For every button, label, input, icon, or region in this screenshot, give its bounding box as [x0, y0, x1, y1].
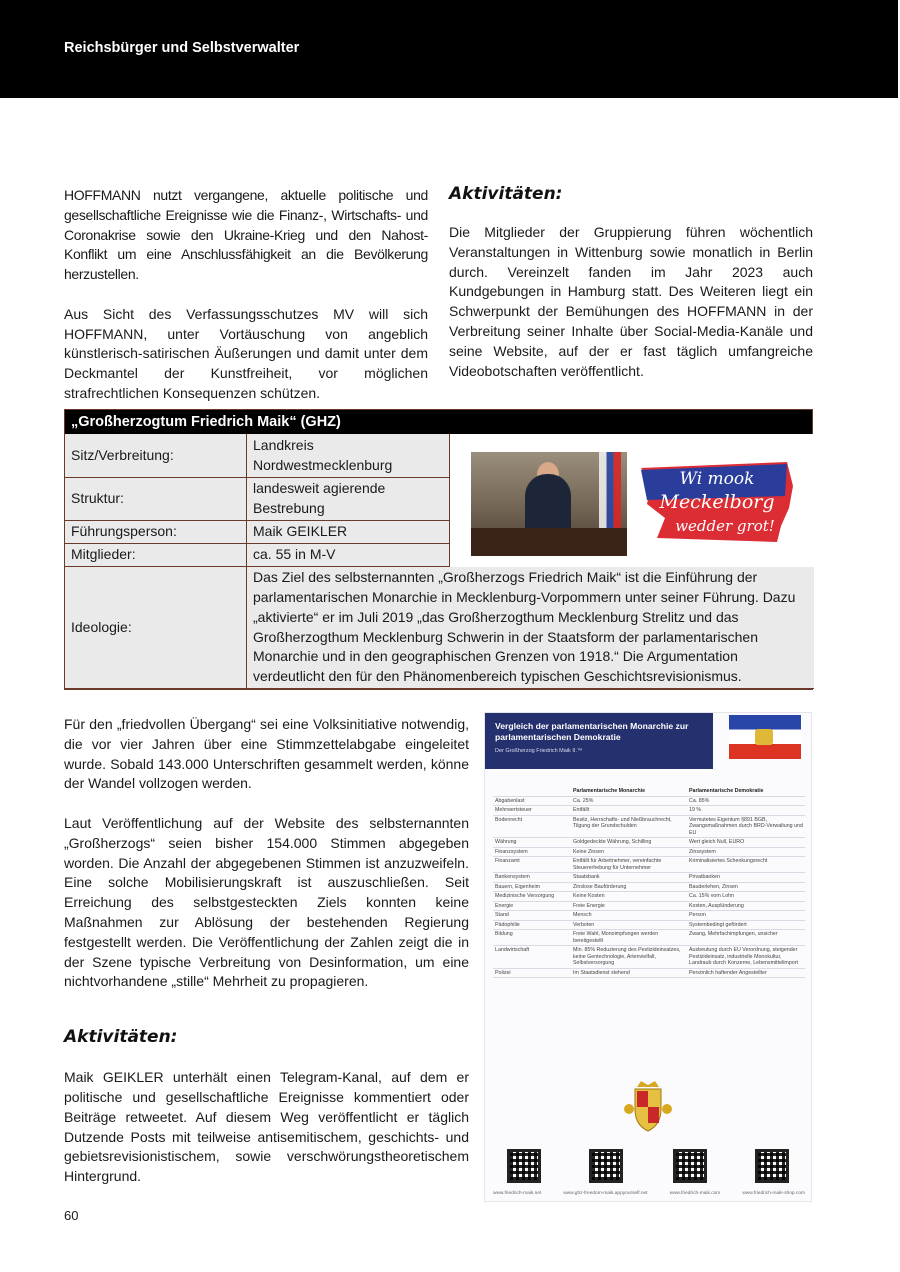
- table-row: Pädophilie Verboten Systembedingt gefördert: [493, 921, 805, 931]
- page-number: 60: [64, 1208, 79, 1223]
- table-body: [65, 434, 812, 689]
- section-heading: Aktivitäten:: [449, 184, 563, 204]
- paragraph: Maik GEIKLER unterhält einen Telegram-Kanal, auf dem er politische und gesellschaftliche Ereignisse kommentiert oder Beiträge retweetet. Auf diesem Weg veröffentlicht er täglich Dutzende Posts mit teilweise antisemitischem, geschichts- und gebietsrevisionistischem, sowie verschwörungstheoretischem Hintergrund.: [64, 1069, 469, 1185]
- column-header: Parlamentarische Monarchie: [573, 788, 646, 794]
- label-cell: Ideologie:: [65, 567, 247, 689]
- qr-code-icon: [507, 1149, 541, 1183]
- left-bottom-column: [64, 715, 469, 1187]
- table-row: Währung Goldgedeckte Währung, Schilling Wert gleich Null, EURO: [493, 838, 805, 848]
- slide-subtitle: Der Großherzog Friedrich Maik II.™: [495, 748, 583, 754]
- label-cell: Sitz/Verbreitung:: [65, 434, 247, 478]
- logo-line-2: Meckelborg: [659, 491, 775, 513]
- table-row: Finanzamt Entfällt für Arbeitnehmer, vereinfachte Steuererhebung für Unternehmer Kriminalisiertes Schenkungsrecht: [493, 857, 805, 873]
- right-top-column: [449, 183, 813, 381]
- ghz-profile-table: [64, 409, 813, 690]
- table-row: Bildung Freie Wahl, Monoimpfungen werden bereitgestellt Zwang, Mehrfachimpfungen, unsicher: [493, 930, 805, 946]
- value-cell: Maik GEIKLER: [247, 521, 450, 544]
- table-row: Bodenrecht Besitz, Herrschafts- und Nießbrauchrecht, Tilgung der Grundschulden Vermutetes Eigentum §891 BGB, Zwangsmaßnahmen durch BRD-Verwaltung und EU: [493, 816, 805, 839]
- slide-banner: [485, 713, 713, 769]
- slide-title: Vergleich der parlamentarischen Monarchie zur parlamentarischen Demokratie: [495, 721, 689, 742]
- paragraph: Laut Veröffentlichung auf der Website des selbsternannten „Großherzogs“ seien bisher 154.000 Stimmen abgegeben worden. Die Anzahl der abgegebenen Stimmen ist anzuzweifeln. Eine solche Mobilisierungskraft ist auszuschließen. Seit Erreichung des selbstgesteckten Ziels konnten keine Maßnahmen zur Ablösung der bestehenden Regierung festgestellt werden. Die Veröffentlichung der Zahlen zeigt die in der Szene typische Verbreitung von Desinformation, um eine nichtvorhandene „stille“ Mehrheit zu propagieren.: [64, 814, 469, 990]
- leader-photo: [471, 452, 627, 556]
- logo-line-3: wedder grot!: [675, 517, 775, 535]
- paragraph: HOFFMANN nutzt vergangene, aktuelle politische und gesellschaftliche Ereignisse wie die Finanz-, Wirtschafts- und Coronakrise sowie den Ukraine-Krieg und den Nahost-Konflikt um eine Anschlussfähigkeit an die Bevölkerung herzustellen.: [64, 187, 428, 283]
- section-title: Reichsbürger und Selbstverwalter: [64, 40, 300, 56]
- table-row: Medizinische Versorgung Keine Kosten Ca. 15% vom Lohn: [493, 892, 805, 902]
- table-row: Mehrwertsteuer Entfällt 19 %: [493, 806, 805, 816]
- comparison-slide: [484, 712, 812, 1202]
- url-text: www.friedrich-maik-shop.com: [742, 1191, 805, 1196]
- slide-urls: [493, 1191, 805, 1196]
- slide-table: [493, 787, 805, 978]
- table-row: Bauern, Eigenheim Zinslose Bauförderung Bauderlehen, Zinsen: [493, 883, 805, 893]
- url-text: www.friedrich-maik.net: [493, 1191, 542, 1196]
- value-cell: landesweit agierende Bestrebung: [247, 478, 450, 521]
- table-row: Finanzsystem Keine Zinsen Zinssystem: [493, 848, 805, 858]
- paragraph: Aus Sicht des Verfassungsschutzes MV will sich HOFFMANN, unter Vortäuschung von angeblich künstlerisch-satirischen Äußerungen und damit unter dem Deckmantel der Kunstfreiheit, vor möglichen strafrechtlichen Konsequenzen schützen.: [64, 305, 428, 401]
- label-cell: Mitglieder:: [65, 544, 247, 567]
- table-row: Polizei Im Staatsdienst stehend Persönlich haftender Angestellter: [493, 969, 805, 979]
- table-row: Bankensystem Staatsbank Privatbanken: [493, 873, 805, 883]
- section-heading: Aktivitäten:: [64, 1027, 178, 1048]
- url-text: www.ghz-freedom-maik.appyourself.net: [563, 1191, 648, 1196]
- table-title: „Großherzogtum Friedrich Maik“ (GHZ): [65, 410, 812, 434]
- label-cell: Führungsperson:: [65, 521, 247, 544]
- coat-of-arms-icon: [623, 1081, 673, 1133]
- qr-code-icon: [589, 1149, 623, 1183]
- table-row: Abgabenlast Ca. 25% Ca. 85%: [493, 797, 805, 807]
- paragraph: Die Mitglieder der Gruppierung führen wöchentlich Veranstaltungen in Wittenburg sowie monatlich in Berlin durch. Vereinzelt fanden im Jahr 2023 auch Kundgebungen in Hamburg statt. Des Weiteren liegt ein Schwerpunkt der Bemühungen des HOFFMANN in der Verbreitung seiner Inhalte über Social-Media-Kanäle und seine Website, auf der er fast täglich umfangreiche Videobotschaften veröffentlicht.: [449, 224, 813, 379]
- qr-codes: [501, 1149, 801, 1189]
- url-text: www.friedrich-maik.com: [669, 1191, 721, 1196]
- image-area: [450, 434, 813, 567]
- flag-icon: [729, 715, 801, 759]
- table-header-row: [493, 787, 805, 797]
- table-row: Stand Mensch Person: [493, 911, 805, 921]
- value-cell: Das Ziel des selbsternannten „Großherzogs Friedrich Maik“ ist die Einführung der parlamentarischen Monarchie in Mecklenburg-Vorpommern unter seiner Führung. Dazu „aktivierte“ er im Juli 2019 „das Großherzogthum Mecklenburg Strelitz und das Großherzogthum Mecklenburg Schwerin in der Staatsform der parlamentarischen Monarchie und in den geographischen Grenzen von 1918.“ Die Argumentation verdeutlicht den für den Phänomenbereich typischen Geschichtsrevisionismus.: [247, 567, 814, 689]
- table-row: Energie Freie Energie Kosten, Ausplünderung: [493, 902, 805, 912]
- logo-line-1: Wi mook: [679, 469, 755, 489]
- slogan-logo: [637, 456, 797, 546]
- label-cell: Struktur:: [65, 478, 247, 521]
- value-cell: ca. 55 in M-V: [247, 544, 450, 567]
- value-cell: Landkreis Nordwestmecklenburg: [247, 434, 450, 478]
- qr-code-icon: [673, 1149, 707, 1183]
- table-row: Landwirtschaft Min. 85% Reduzierung des Pestizideinsatzes, keine Gentechnologie, Artenvielfalt, Selbstversorgung Ausbeutung durch EU Verordnung, steigender Pestizideinsatz, industrielle Monokultur, Landraub durch Konzerne, Lebensmittelimport: [493, 946, 805, 969]
- qr-code-icon: [755, 1149, 789, 1183]
- paragraph: Für den „friedvollen Übergang“ sei eine Volksinitiative notwendig, die vor vier Jahren über eine Stimmzettelabgabe eingeleitet wurde. Sobald 143.000 Unterschriften gesammelt werden, könne der Wandel vollzogen werden.: [64, 716, 469, 792]
- left-top-column: [64, 186, 428, 404]
- column-header: Parlamentarische Demokratie: [689, 788, 764, 794]
- header-bar: [0, 0, 898, 98]
